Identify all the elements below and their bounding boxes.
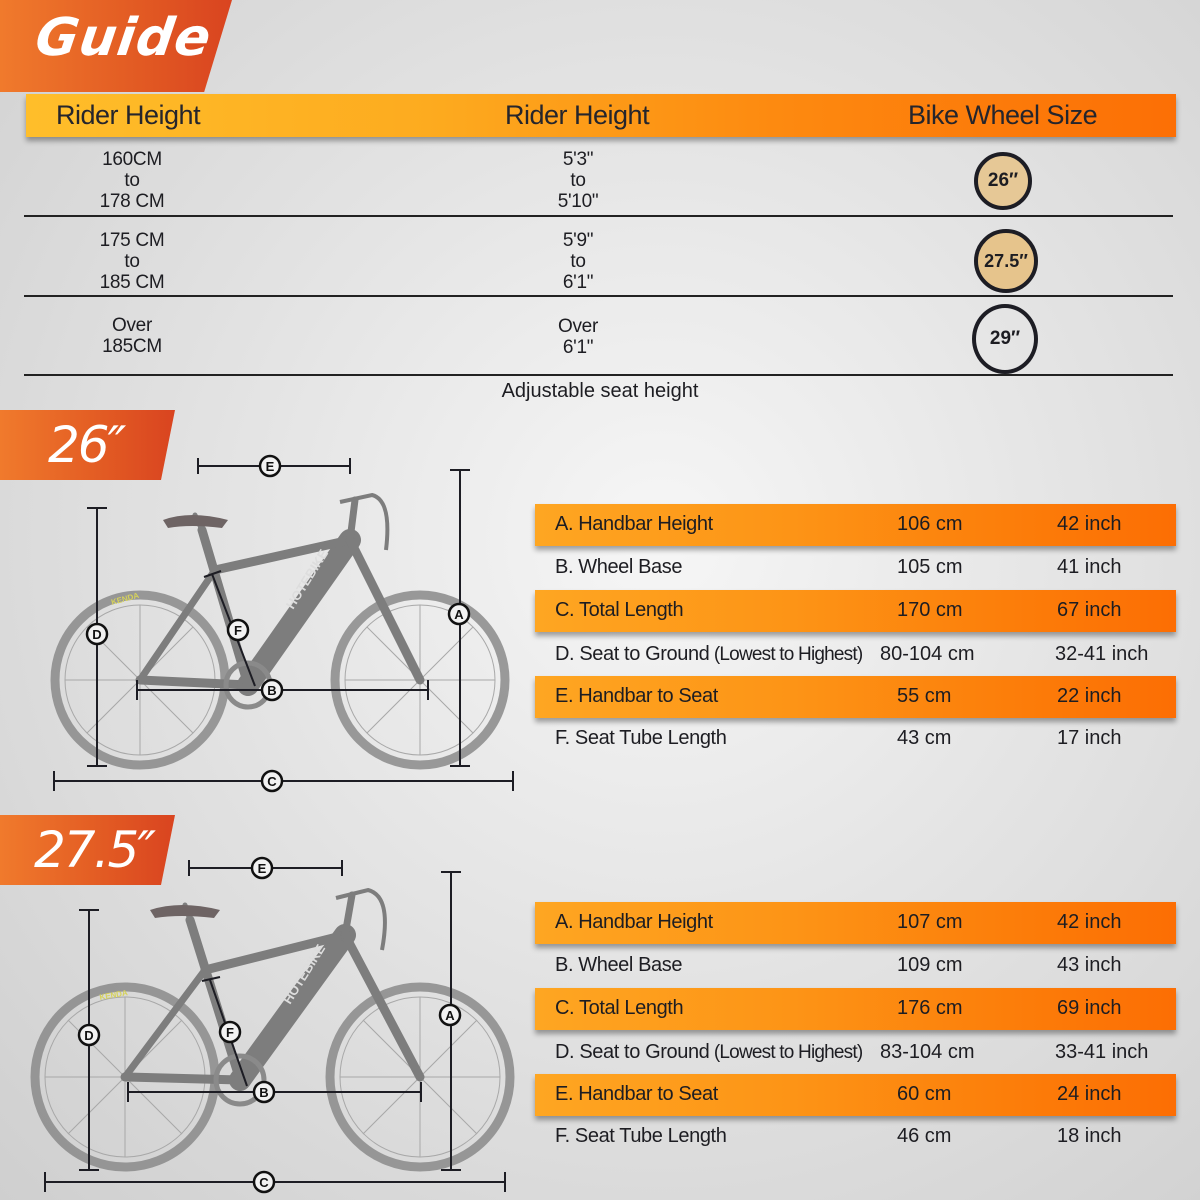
ft-over: Over: [558, 316, 598, 337]
ft-to-word: to: [570, 251, 586, 272]
spec-row-total-length: [535, 590, 1176, 632]
spec-label: [555, 643, 862, 666]
spec-cm: 170 cm: [897, 599, 963, 621]
spec-label-main: D. Seat to Ground: [555, 1041, 710, 1063]
size-label-26: 26″: [48, 416, 125, 474]
row3-cm: [72, 315, 192, 357]
cm-from: 175 CM: [99, 230, 165, 251]
svg-text:KENDA: KENDA: [98, 988, 129, 1002]
header-rider-height-cm: Rider Height: [56, 100, 201, 130]
ft-to: 6'1": [562, 272, 594, 293]
spec-row-handbar-to-seat: [535, 676, 1176, 718]
row3-ft: [518, 316, 638, 358]
marker-f: [228, 620, 248, 640]
cm-to-word: to: [124, 251, 140, 272]
spec-inch: 24 inch: [1057, 1083, 1122, 1105]
row-divider: [24, 215, 1173, 217]
cm-to: 185 CM: [99, 272, 165, 293]
bike-illustration: [0, 440, 530, 800]
bike-diagram-26: [0, 440, 530, 800]
ft-from: 5'3": [562, 149, 594, 170]
spec-cm: 106 cm: [897, 513, 963, 535]
bike-illustration: [0, 840, 530, 1200]
spec-row-handbar-height: [535, 504, 1176, 546]
spec-row-handbar-to-seat: [535, 1074, 1176, 1116]
spec-inch: 69 inch: [1057, 997, 1122, 1019]
svg-text:B: B: [259, 1085, 269, 1100]
spec-row-total-length: [535, 988, 1176, 1030]
spec-inch: 22 inch: [1057, 685, 1122, 707]
marker-c: [254, 1172, 274, 1192]
marker-a: [449, 604, 469, 624]
header-rider-height-ft: Rider Height: [505, 100, 650, 130]
spec-inch: 41 inch: [1057, 556, 1122, 578]
spec-row-seat-tube-length: [535, 1116, 1176, 1158]
spec-label: C. Total Length: [555, 997, 684, 1019]
marker-f: [220, 1022, 240, 1042]
marker-a: [440, 1005, 460, 1025]
spec-label: [555, 1041, 862, 1064]
spec-label: F. Seat Tube Length: [555, 1125, 727, 1147]
cm-value: 185CM: [102, 336, 162, 357]
ft-from: 5'9": [562, 230, 594, 251]
svg-text:E: E: [265, 459, 275, 474]
spec-label: E. Handbar to Seat: [555, 685, 718, 707]
spec-inch: 43 inch: [1057, 954, 1122, 976]
row2-cm: [72, 230, 192, 293]
page-title: Guide: [31, 8, 216, 68]
spec-inch: 42 inch: [1057, 911, 1122, 933]
spec-cm: 46 cm: [897, 1125, 952, 1147]
spec-cm: 60 cm: [897, 1083, 952, 1105]
spec-label: A. Handbar Height: [555, 513, 713, 535]
spec-label: A. Handbar Height: [555, 911, 713, 933]
spec-label-main: D. Seat to Ground: [555, 643, 710, 665]
marker-b: [254, 1082, 274, 1102]
size-label-27-5: 27.5″: [34, 821, 155, 879]
cm-from: 160CM: [102, 149, 162, 170]
marker-e: [260, 456, 280, 476]
adjustable-seat-note: Adjustable seat height: [501, 380, 699, 402]
wheel-badge-29: 29″: [972, 304, 1038, 374]
spec-cm: 83-104 cm: [880, 1041, 975, 1063]
spec-row-seat-tube-length: [535, 718, 1176, 760]
header-wheel-size: Bike Wheel Size: [908, 100, 1098, 130]
spec-row-seat-to-ground: [535, 634, 1176, 676]
spec-cm: 55 cm: [897, 685, 952, 707]
spec-label: E. Handbar to Seat: [555, 1083, 718, 1105]
svg-text:C: C: [267, 774, 277, 789]
marker-d: [87, 624, 107, 644]
spec-label: F. Seat Tube Length: [555, 727, 727, 749]
spec-inch: 42 inch: [1057, 513, 1122, 535]
svg-text:C: C: [259, 1175, 269, 1190]
row-divider: [24, 374, 1173, 376]
svg-text:F: F: [226, 1025, 234, 1040]
spec-inch: 18 inch: [1057, 1125, 1122, 1147]
spec-label-qualifier: (Lowest to Highest): [709, 1042, 863, 1063]
spec-cm: 107 cm: [897, 911, 963, 933]
ft-to: 5'10": [557, 191, 599, 212]
svg-text:B: B: [267, 683, 277, 698]
spec-cm: 109 cm: [897, 954, 963, 976]
cm-over: Over: [112, 315, 152, 336]
wheel-badge-27-5: 27.5″: [974, 229, 1038, 293]
spec-cm: 80-104 cm: [880, 643, 975, 665]
spec-inch: 32-41 inch: [1055, 643, 1149, 665]
spec-label: C. Total Length: [555, 599, 684, 621]
row1-ft: [518, 149, 638, 212]
svg-text:HOTEBIKE: HOTEBIKE: [282, 546, 332, 612]
spec-row-handbar-height: [535, 902, 1176, 944]
spec-row-wheel-base: [535, 945, 1176, 987]
spec-label: B. Wheel Base: [555, 954, 683, 976]
spec-inch: 17 inch: [1057, 727, 1122, 749]
marker-e: [252, 858, 272, 878]
row2-ft: [518, 230, 638, 293]
svg-text:KENDA: KENDA: [110, 590, 141, 607]
bike-diagram-27-5: [0, 840, 530, 1200]
row1-cm: [72, 149, 192, 212]
spec-inch: 67 inch: [1057, 599, 1122, 621]
marker-c: [262, 771, 282, 791]
spec-cm: 43 cm: [897, 727, 952, 749]
spec-cm: 105 cm: [897, 556, 963, 578]
wheel-badge-26: 26″: [974, 152, 1032, 210]
svg-text:A: A: [454, 607, 464, 622]
svg-text:HOTEBIKE: HOTEBIKE: [279, 941, 329, 1007]
spec-cm: 176 cm: [897, 997, 963, 1019]
cm-to-word: to: [124, 170, 140, 191]
spec-row-seat-to-ground: [535, 1032, 1176, 1074]
spec-inch: 33-41 inch: [1055, 1041, 1149, 1063]
ft-to-word: to: [570, 170, 586, 191]
spec-label: B. Wheel Base: [555, 556, 683, 578]
row-divider: [24, 295, 1173, 297]
svg-text:A: A: [445, 1008, 455, 1023]
spec-label-qualifier: (Lowest to Highest): [709, 644, 863, 665]
spec-row-wheel-base: [535, 547, 1176, 589]
svg-text:D: D: [92, 627, 102, 642]
svg-text:E: E: [257, 861, 267, 876]
ft-value: 6'1": [562, 337, 594, 358]
marker-d: [79, 1025, 99, 1045]
marker-b: [262, 680, 282, 700]
cm-to: 178 CM: [99, 191, 165, 212]
svg-text:F: F: [234, 623, 242, 638]
svg-text:D: D: [84, 1028, 94, 1043]
